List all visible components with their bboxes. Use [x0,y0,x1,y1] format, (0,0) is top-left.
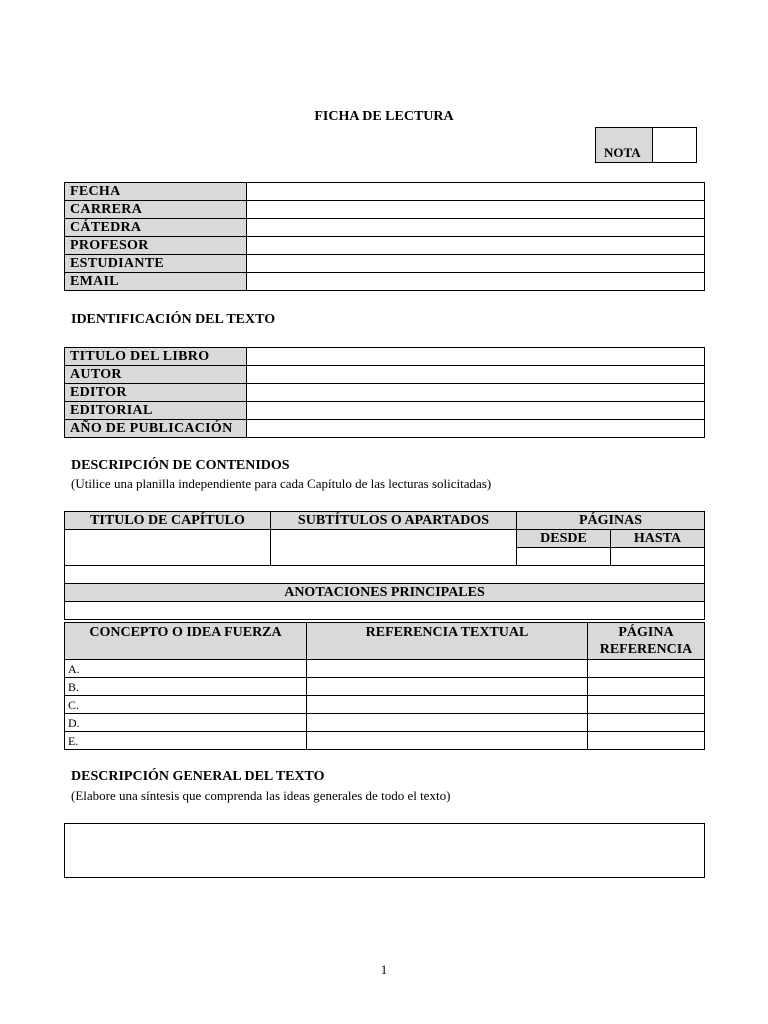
general-summary-field[interactable] [64,823,705,878]
col-header-page-ref-line2: REFERENCIA [599,642,693,657]
spacer-row [65,602,705,620]
chapter-table [64,511,705,620]
annotations-table [64,622,705,750]
table-row [65,566,705,584]
row-letter: C. [65,696,307,714]
table-row [65,678,705,696]
row-letter: B. [65,678,307,696]
table-row [65,584,705,602]
field-value-profesor[interactable] [247,237,705,255]
identification-heading: IDENTIFICACIÓN DEL TEXTO [71,312,276,327]
table-row [65,420,705,438]
page-to-field[interactable] [611,548,705,566]
page-ref-field[interactable] [588,732,705,750]
field-label-fecha: FECHA [65,183,247,201]
field-value-email[interactable] [247,273,705,291]
annotations-heading: ANOTACIONES PRINCIPALES [65,584,705,602]
nota-label: NOTA [596,128,653,162]
nota-value-field[interactable] [653,128,696,162]
contents-heading: DESCRIPCIÓN DE CONTENIDOS [71,458,290,473]
chapter-title-field[interactable] [65,530,271,566]
page-ref-field[interactable] [588,678,705,696]
col-header-concept: CONCEPTO O IDEA FUERZA [65,623,307,660]
table-row [65,602,705,620]
field-label-email: EMAIL [65,273,247,291]
reference-field[interactable] [307,714,588,732]
field-value-editorial[interactable] [247,402,705,420]
row-letter: E. [65,732,307,750]
row-letter: A. [65,660,307,678]
page-from-field[interactable] [517,548,611,566]
field-value-titulo[interactable] [247,348,705,366]
col-header-chapter: TITULO DE CAPÍTULO [65,512,271,530]
spacer-row [65,566,705,584]
table-row [65,732,705,750]
field-value-carrera[interactable] [247,201,705,219]
contents-note: (Utilice una planilla independiente para cada Capítulo de las lecturas solicitadas) [71,476,492,491]
table-row [65,219,705,237]
table-row [65,660,705,678]
field-label-estudiante: ESTUDIANTE [65,255,247,273]
field-label-titulo: TITULO DEL LIBRO [65,348,247,366]
reference-field[interactable] [307,732,588,750]
table-row [65,623,705,660]
table-row [65,201,705,219]
col-header-page-ref-line1: PÁGINA [618,625,674,640]
field-value-editor[interactable] [247,384,705,402]
nota-box [595,127,697,163]
row-letter: D. [65,714,307,732]
col-header-subtitles: SUBTÍTULOS O APARTADOS [271,512,517,530]
table-row [65,384,705,402]
field-label-autor: AUTOR [65,366,247,384]
field-value-autor[interactable] [247,366,705,384]
field-label-carrera: CARRERA [65,201,247,219]
table-row [65,696,705,714]
field-value-fecha[interactable] [247,183,705,201]
table-row [65,348,705,366]
table-row [65,273,705,291]
field-value-anio[interactable] [247,420,705,438]
general-note: (Elabore una síntesis que comprenda las ideas generales de todo el texto) [71,788,451,803]
col-header-page-ref [588,623,705,660]
col-header-from: DESDE [517,530,611,548]
identification-table [64,347,705,438]
col-header-to: HASTA [611,530,705,548]
field-label-anio: AÑO DE PUBLICACIÓN [65,420,247,438]
field-label-editorial: EDITORIAL [65,402,247,420]
table-row [65,402,705,420]
table-row [65,366,705,384]
table-row [65,183,705,201]
field-value-estudiante[interactable] [247,255,705,273]
table-row [65,237,705,255]
reference-field[interactable] [307,660,588,678]
reference-field[interactable] [307,678,588,696]
subtitles-field[interactable] [271,530,517,566]
col-header-pages: PÁGINAS [517,512,705,530]
field-value-catedra[interactable] [247,219,705,237]
page-title: FICHA DE LECTURA [314,109,454,124]
page-ref-field[interactable] [588,660,705,678]
field-label-catedra: CÁTEDRA [65,219,247,237]
student-info-table [64,182,705,291]
col-header-reference: REFERENCIA TEXTUAL [307,623,588,660]
table-row [65,714,705,732]
field-label-editor: EDITOR [65,384,247,402]
general-heading: DESCRIPCIÓN GENERAL DEL TEXTO [71,769,325,784]
table-row [65,530,705,548]
page-ref-field[interactable] [588,696,705,714]
page-ref-field[interactable] [588,714,705,732]
field-label-profesor: PROFESOR [65,237,247,255]
page-number: 1 [380,962,388,977]
table-row [65,512,705,530]
table-row [65,255,705,273]
reference-field[interactable] [307,696,588,714]
